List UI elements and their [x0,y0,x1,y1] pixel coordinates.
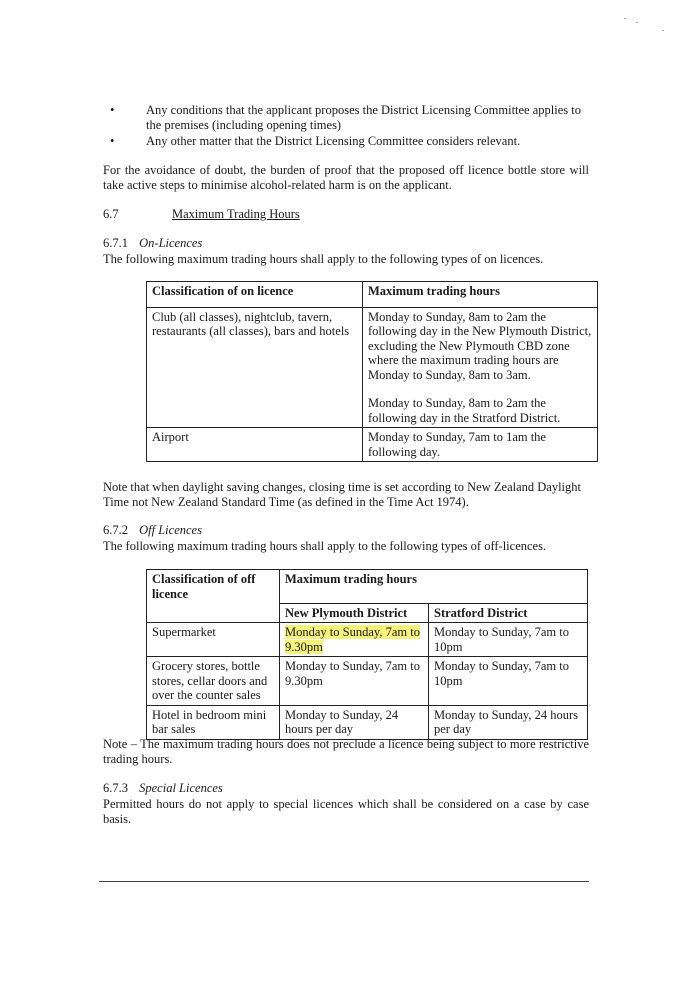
table-header-row [147,570,588,604]
bullet-text: Any other matter that the District Licensing Committee considers relevant. [146,134,521,148]
table-row [147,623,588,657]
hours-text: Monday to Sunday, 8am to 2am the following day in the New Plymouth District, excluding the New Plymouth CBD zone where the maximum trading hours are Monday to Sunday, 8am to 3am. [368,309,592,382]
table-cell: Supermarket [147,623,280,657]
table-cell: Monday to Sunday, 24 hours per day [429,705,588,739]
column-header: Classification of off licence [147,570,280,623]
table-cell: Club (all classes), nightclub, tavern, restaurants (all classes), bars and hotels [147,307,363,428]
section-heading-6-7-3 [103,781,223,796]
table-row [147,657,588,706]
section-number: 6.7.3 [103,781,128,795]
column-header: Classification of on licence [147,282,363,308]
table-cell [280,623,429,657]
section-heading-6-7-2 [103,523,202,538]
table-row [147,428,598,462]
bullet-icon: • [110,103,115,117]
section-title: Maximum Trading Hours [172,207,300,221]
avoidance-paragraph: For the avoidance of doubt, the burden of proof that the proposed off licence bottle store will take active steps to minimise alcohol-related harm is on the applicant. [103,163,589,192]
table-header-row [147,282,598,308]
list-item [106,103,596,132]
special-licences-body: Permitted hours do not apply to special licences which shall be considered on a case by case basis. [103,797,589,826]
off-licence-table [146,569,588,740]
table-cell: Grocery stores, bottle stores, cellar doors and over the counter sales [147,657,280,706]
column-subheader: New Plymouth District [280,603,429,623]
daylight-saving-note: Note that when daylight saving changes, closing time is set according to New Zealand Daylight Time not New Zealand Standard Time (as defined in the Time Act 1974). [103,480,582,509]
footer-divider [99,881,589,882]
section-title: On-Licences [139,236,203,250]
table-cell: Monday to Sunday, 7am to 10pm [429,623,588,657]
column-header: Maximum trading hours [363,282,598,308]
table-row [147,705,588,739]
on-licence-table [146,281,598,462]
section-number: 6.7.1 [103,236,128,250]
bullet-icon: • [110,134,115,148]
on-licence-intro: The following maximum trading hours shall apply to the following types of on licences. [103,252,544,266]
off-licence-intro: The following maximum trading hours shall apply to the following types of off-licences. [103,539,547,553]
table-cell: Airport [147,428,363,462]
table-row [147,307,598,428]
restrictive-hours-note: Note – The maximum trading hours does not preclude a licence being subject to more restrictive trading hours. [103,737,589,766]
column-subheader: Stratford District [429,603,588,623]
bullet-list [106,103,596,151]
section-heading-6-7 [103,207,300,222]
scan-speck [662,30,664,31]
table-cell: Hotel in bedroom mini bar sales [147,705,280,739]
section-number: 6.7 [103,207,119,221]
table-cell: Monday to Sunday, 7am to 10pm [429,657,588,706]
section-number: 6.7.2 [103,523,128,537]
section-title: Off Licences [139,523,202,537]
section-title: Special Licences [139,781,223,795]
table-cell: Monday to Sunday, 24 hours per day [280,705,429,739]
hours-text: Monday to Sunday, 8am to 2am the following day in the Stratford District. [368,396,561,425]
table-cell [363,307,598,428]
bullet-text: Any conditions that the applicant proposes the District Licensing Committee applies to the premises (including opening times) [146,103,581,132]
table-cell: Monday to Sunday, 7am to 9.30pm [280,657,429,706]
highlighted-text: Monday to Sunday, 7am to 9.30pm [285,625,420,654]
column-header: Maximum trading hours [280,570,588,604]
scan-speck [624,18,626,19]
list-item [106,134,596,149]
table-cell: Monday to Sunday, 7am to 1am the following day. [363,428,598,462]
section-heading-6-7-1 [103,236,202,251]
scan-speck [636,22,638,23]
